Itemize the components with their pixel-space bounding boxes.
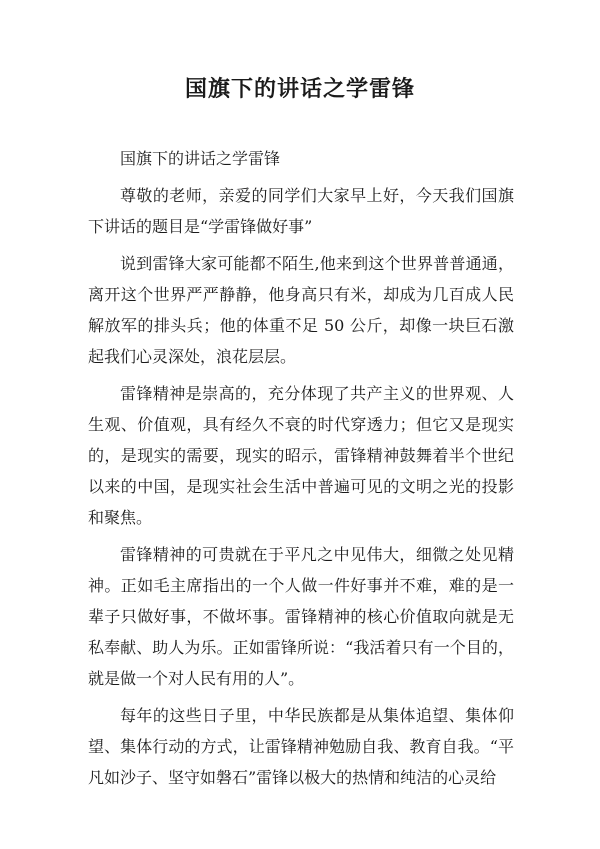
- paragraph-annual-tradition: 每年的这些日子里，中华民族都是从集体追望、集体仰望、集体行动的方式，让雷锋精神勉励自我、教育自我。“平凡如沙子、坚守如磐石”雷锋以极大的热情和纯洁的心灵给: [88, 706, 514, 787]
- document-title: 国旗下的讲话之学雷锋: [184, 76, 415, 102]
- paragraph-spirit-ordinary: 雷锋精神的可贵就在于平凡之中见伟大，细微之处见精神。正如毛主席指出的一个人做一件好事并不难，难的是一辈子只做好事，不做坏事。雷锋精神的核心价值取向就是无私奉献、助人为乐。正如雷锋所说：“我活着只有一个目的，就是做一个对人民有用的人”。: [88, 545, 514, 688]
- paragraph-introduction: 说到雷锋大家可能都不陌生,他来到这个世界普普通通，离开这个世界严严静静，他身高只有米，却成为几百成人民解放军的排头兵；他的体重不足 50 公斤，却像一块巨石激起我们心灵深处，浪花层层。: [88, 254, 514, 366]
- paragraph-greeting: 尊敬的老师，亲爱的同学们大家早上好，今天我们国旗下讲话的题目是“学雷锋做好事”: [88, 186, 514, 236]
- document-body: [88, 143, 514, 799]
- paragraph-spirit-noble: 雷锋精神是崇高的，充分体现了共产主义的世界观、人生观、价值观，具有经久不衰的时代穿透力；但它又是现实的，是现实的需要，现实的昭示，雷锋精神鼓舞着半个世纪以来的中国，是现实社会生活中普遍可见的文明之光的投影和聚焦。: [88, 384, 514, 527]
- paragraph-subtitle: 国旗下的讲话之学雷锋: [120, 149, 281, 168]
